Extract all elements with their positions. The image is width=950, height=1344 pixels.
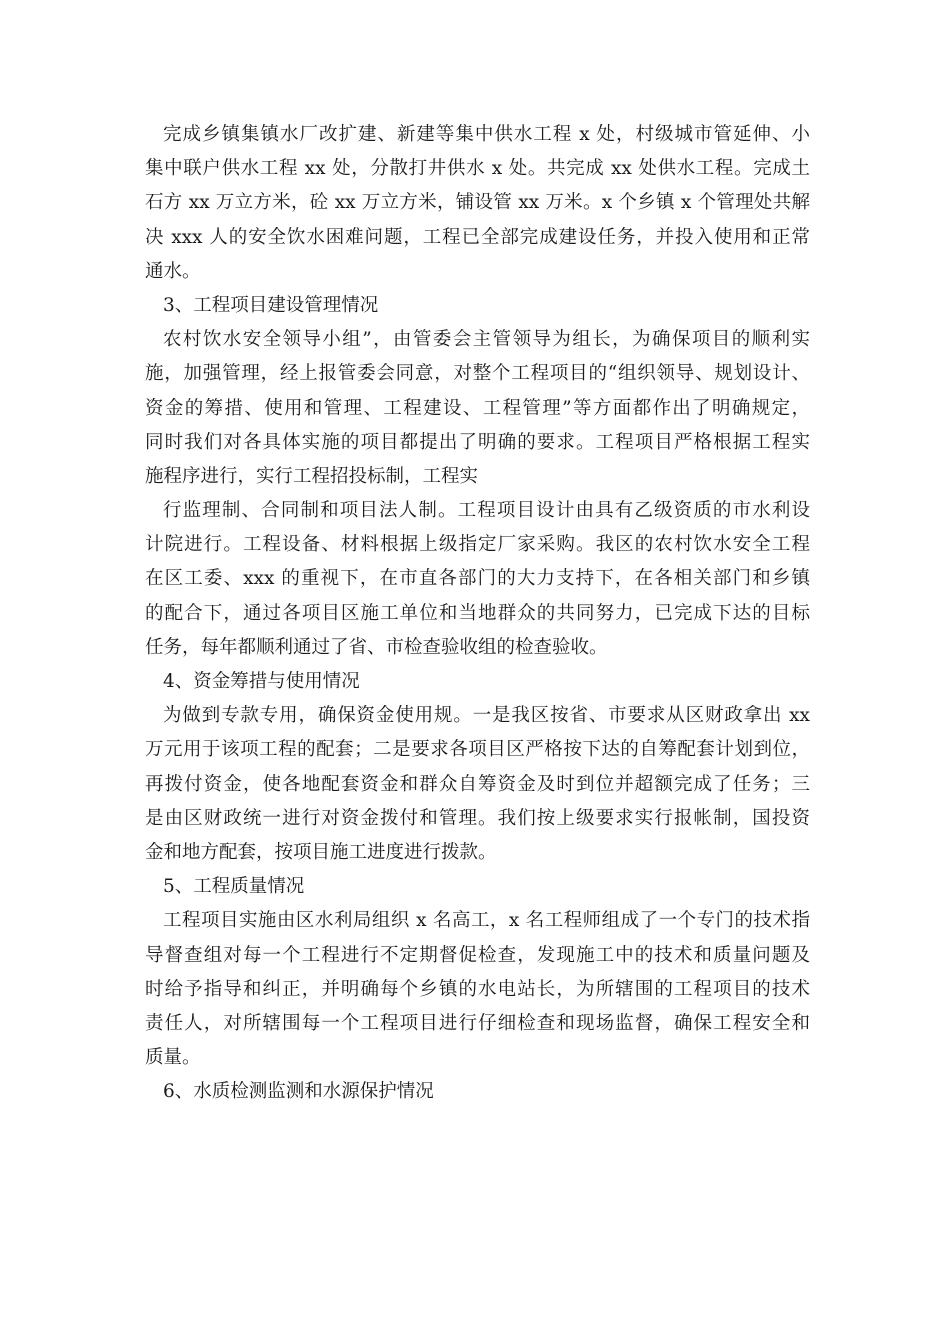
paragraph-line: 施程序进行，实行工程招投标制，工程实: [145, 465, 479, 487]
paragraph-line: 农村饮水安全领导小组”，由管委会主管领导为组长，为确保项目的顺利实: [163, 329, 810, 351]
section-heading: 3、工程项目建设管理情况: [163, 294, 379, 316]
paragraph-line: 资金的筹措、使用和管理、工程建设、工程管理”等方面都作出了明确规定，: [145, 397, 810, 419]
paragraph-line: 完成乡镇集镇水厂改扩建、新建等集中供水工程 x 处，村级城市管延伸、小: [163, 124, 810, 145]
section-heading: 4、资金筹措与使用情况: [163, 671, 360, 692]
paragraph-line: 在区工委、xxx 的重视下，在市直各部门的大力支持下，在各相关部门和乡镇: [145, 568, 810, 590]
paragraph-line: 责任人，对所辖围每一个工程项目进行仔细检查和现场监督，确保工程安全和: [145, 1012, 810, 1034]
paragraph-line: 金和地方配套，按项目施工进度进行拨款。: [145, 841, 497, 863]
paragraph-line: 石方 xx 万立方米，砼 xx 万立方米，铺设管 xx 万米。x 个乡镇 x 个管理处共解: [145, 192, 810, 214]
paragraph-line: 万元用于该项工程的配套；二是要求各项目区严格按下达的自筹配套计划到位，: [145, 739, 810, 761]
section-heading: 6、水质检测监测和水源保护情况: [163, 1081, 434, 1103]
paragraph-line: 再拨付资金，使各地配套资金和群众自筹资金及时到位并超额完成了任务；三: [145, 773, 810, 795]
paragraph-line: 时给予指导和纠正，并明确每个乡镇的水电站长，为所辖围的工程项目的技术: [145, 978, 810, 1000]
section-heading: 5、工程质量情况: [163, 876, 305, 898]
paragraph-line: 为做到专款专用，确保资金使用规。一是我区按省、市要求从区财政拿出 xx: [163, 705, 810, 727]
paragraph-line: 集中联户供水工程 xx 处，分散打井供水 x 处。共完成 xx 处供水工程。完成土: [145, 158, 810, 180]
paragraph-line: 是由区财政统一进行对资金拨付和管理。我们按上级要求实行报帐制，国投资: [145, 807, 810, 829]
paragraph-line: 任务，每年都顺利通过了省、市检查验收组的检查验收。: [145, 636, 608, 658]
paragraph-line: 计院进行。工程设备、材料根据上级指定厂家采购。我区的农村饮水安全工程: [145, 534, 810, 556]
paragraph-line: 导督查组对每一个工程进行不定期督促检查，发现施工中的技术和质量问题及: [145, 944, 810, 966]
paragraph-line: 工程项目实施由区水利局组织 x 名高工，x 名工程师组成了一个专门的技术指: [163, 910, 810, 932]
paragraph-line: 同时我们对各具体实施的项目都提出了明确的要求。工程项目严格根据工程实: [145, 431, 810, 453]
paragraph-line: 施，加强管理，经上报管委会同意，对整个工程项目的“组织领导、规划设计、: [145, 363, 810, 385]
document-body: [145, 118, 810, 1109]
paragraph-line: 的配合下，通过各项目区施工单位和当地群众的共同努力，已完成下达的目标: [145, 602, 810, 624]
paragraph-line: 质量。: [145, 1047, 201, 1069]
paragraph-line: 通水。: [145, 260, 201, 282]
paragraph-line: 决 xxx 人的安全饮水困难问题，工程已全部完成建设任务，并投入使用和正常: [145, 226, 810, 248]
paragraph-line: 行监理制、合同制和项目法人制。工程项目设计由具有乙级资质的市水利设: [163, 500, 810, 522]
